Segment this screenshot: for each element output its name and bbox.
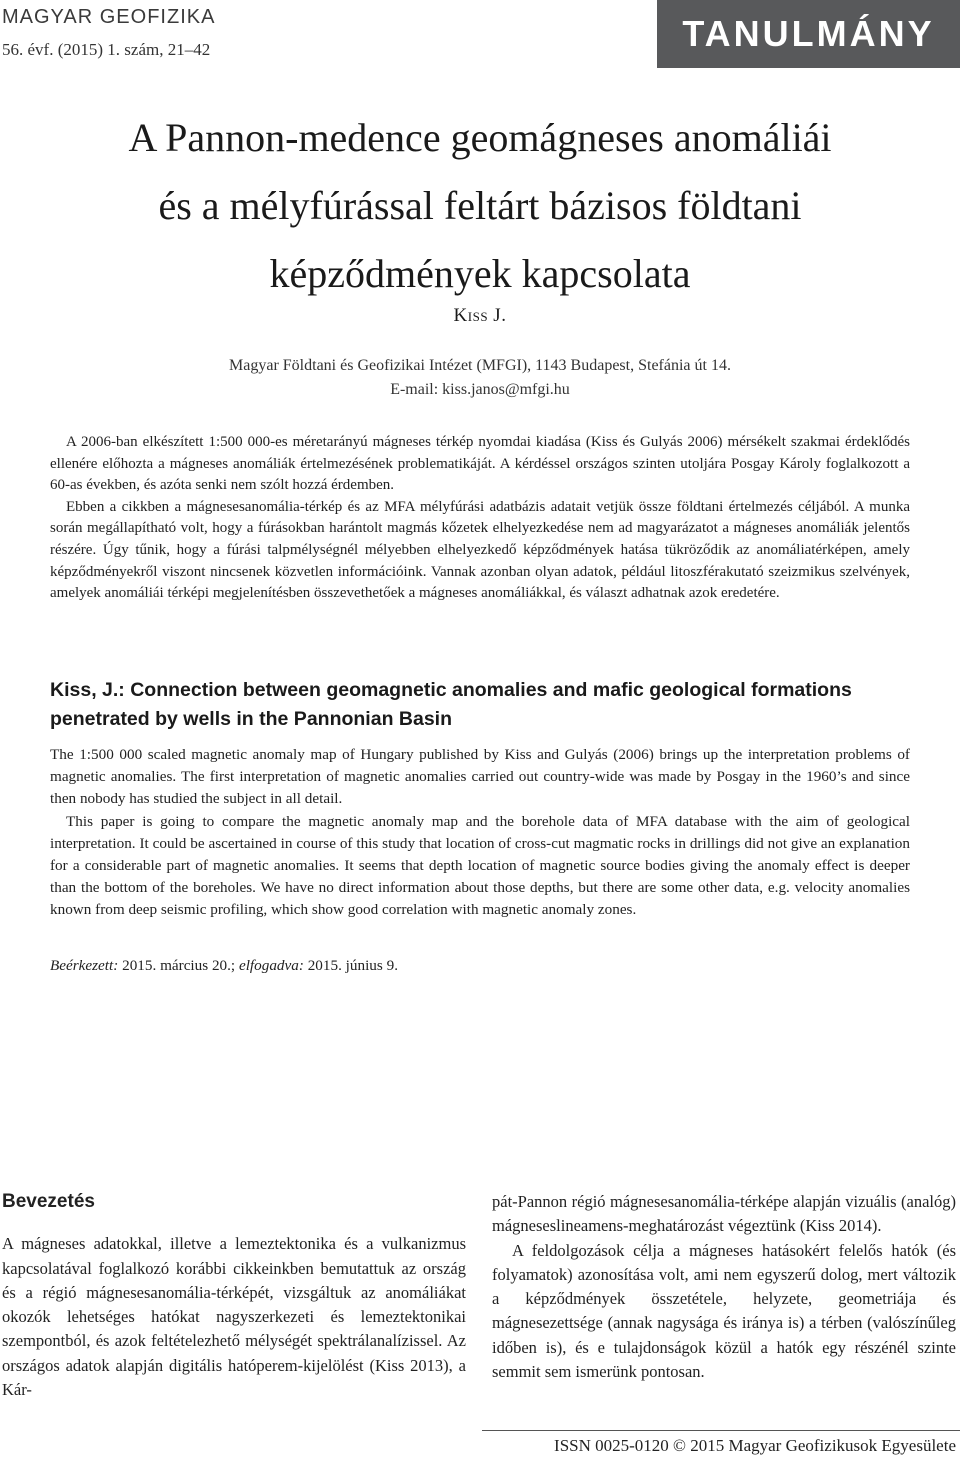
affiliation-email[interactable]: E-mail: kiss.janos@mfgi.hu bbox=[390, 381, 570, 398]
body-paragraph: A mágneses adatokkal, illetve a lemeztektonika és a vulkanizmus kapcsolatával foglalkozó korábbi cikkeinkben bemutattuk az ország és a régió mágnesesanomália-térképét, vizsgáltuk az anomáliákat okozók lehetséges hatókat nagyszerkezeti és lemeztektonikai szempontból, és azok feltételezhető mélységét spektrálanalízissel. Az országos adatok alapján digitális hatóperem-kijelölést (Kiss 2013), a Kár- bbox=[2, 1234, 466, 1400]
abstract-hungarian bbox=[50, 432, 910, 605]
accepted-date: 2015. június 9. bbox=[303, 957, 398, 974]
journal-name: MAGYAR GEOFIZIKA bbox=[2, 6, 216, 28]
abstract-english bbox=[50, 744, 910, 922]
title-line: A Pannon-medence geomágneses anomáliái bbox=[128, 115, 832, 160]
received-dates bbox=[50, 957, 398, 975]
issue-info: 56. évf. (2015) 1. szám, 21–42 bbox=[2, 40, 211, 59]
abstract-paragraph: A 2006-ban elkészített 1:500 000-es méretarányú mágneses térkép nyomdai kiadása (Kiss és Gulyás 2006) mérsékelt szakmai érdeklődés ellenére előhozta a mágneses anomáliák értelmezésének problematikáját. A kérdéssel országos szinten utoljára Posgay Károly foglalkozott a 60-as években, és azóta senki nem szólt hozzá érdemben. bbox=[50, 434, 910, 494]
author: Kiss J. bbox=[453, 305, 507, 326]
accepted-label: elfogadva: bbox=[238, 957, 304, 974]
body-paragraph: pát-Pannon régió mágnesesanomália-térképe alapján vizuális (analóg) mágneseslineamens-meghatározást végeztünk (Kiss 2014). bbox=[492, 1192, 956, 1236]
article-type-badge: TANULMÁNY bbox=[657, 0, 960, 68]
received-date: 2015. március 20.; bbox=[118, 957, 239, 974]
title-line: és a mélyfúrással feltárt bázisos földtani bbox=[158, 183, 802, 228]
abstract-paragraph: Ebben a cikkben a mágnesesanomália-térkép és az MFA mélyfúrási adatbázis adatait vetjük össze földtani értelmezés céljából. A munka során megállapítható volt, hogy a fúrásokban harántolt magmás kőzetek elhelyezkedése nem ad magyarázatot a mágneses anomáliák jelentős részére. Úgy tűnik, hogy a fúrási talpmélységnél mélyebben elhelyezkedő képződmények hatása tükröződik az anomáliatérképen, amely képződményekről viszont nincsenek közvetlen információink. Vannak azonban olyan adatok, például litoszférakutató szeizmikus szelvények, amelyek anomáliái térképi megjelenítésben összevethetőek a mágneses anomáliákkal, és választ adhatnak azok eredetére. bbox=[50, 498, 910, 602]
body-paragraph: A feldolgozások célja a mágneses hatásokért felelős hatók (és folyamatok) azonosítása volt, ami nem egyszerű dolog, mert változik a képződmények összetétele, helyzete, geometriája és mágnesezettsége (annak nagysága és iránya is) a térben (valószínűleg időben is), és e tulajdonságok közül a hatók egy részénél szinte semmit sem ismerünk pontosan. bbox=[492, 1240, 956, 1382]
footer-divider bbox=[482, 1430, 960, 1431]
received-label: Beérkezett: bbox=[50, 957, 119, 974]
body-column-right bbox=[492, 1190, 956, 1384]
english-author: Kiss, J. bbox=[50, 679, 119, 701]
affiliation bbox=[0, 354, 960, 402]
article-title bbox=[0, 104, 960, 308]
title-line: képződmények kapcsolata bbox=[269, 251, 691, 296]
english-title: Kiss, J.: Connection between geomagnetic anomalies and mafic geological formations penetrated by wells in the Pannonian Basin bbox=[50, 679, 852, 730]
section-heading: Bevezetés bbox=[2, 1191, 95, 1212]
english-paragraph: The 1:500 000 scaled magnetic anomaly map of Hungary published by Kiss and Gulyás (2006) brings up the interpretation problems of magnetic anomalies. The first interpretation of magnetic anomalies carried out country-wide was made by Posgay in the 1960’s and since then nobody has studied the subject in all detail. bbox=[50, 746, 910, 808]
affiliation-address: Magyar Földtani és Geofizikai Intézet (MFGI), 1143 Budapest, Stefánia út 14. bbox=[229, 357, 731, 374]
body-column-left bbox=[2, 1190, 466, 1402]
footer-issn: ISSN 0025-0120 © 2015 Magyar Geofizikusok Egyesülete bbox=[554, 1436, 956, 1455]
english-paragraph: This paper is going to compare the magnetic anomaly map and the borehole data of MFA database with the aim of geological interpretation. It could be ascertained in course of this study that location of cross-cut magmatic rocks in drillings did not give an explanation for a considerable part of magnetic anomalies. It seems that depth location of magnetic source bodies giving the anomaly effect is deeper than the bottom of the boreholes. We have no direct information about those depths, but there are some other data, e.g. velocity anomalies known from deep seismic profiling, which show good correlation with magnetic anomaly zones. bbox=[50, 812, 910, 919]
english-title-text: Connection between geomagnetic anomalies and mafic geological formations penetrated by wells in the Pannonian Basin bbox=[50, 679, 852, 730]
